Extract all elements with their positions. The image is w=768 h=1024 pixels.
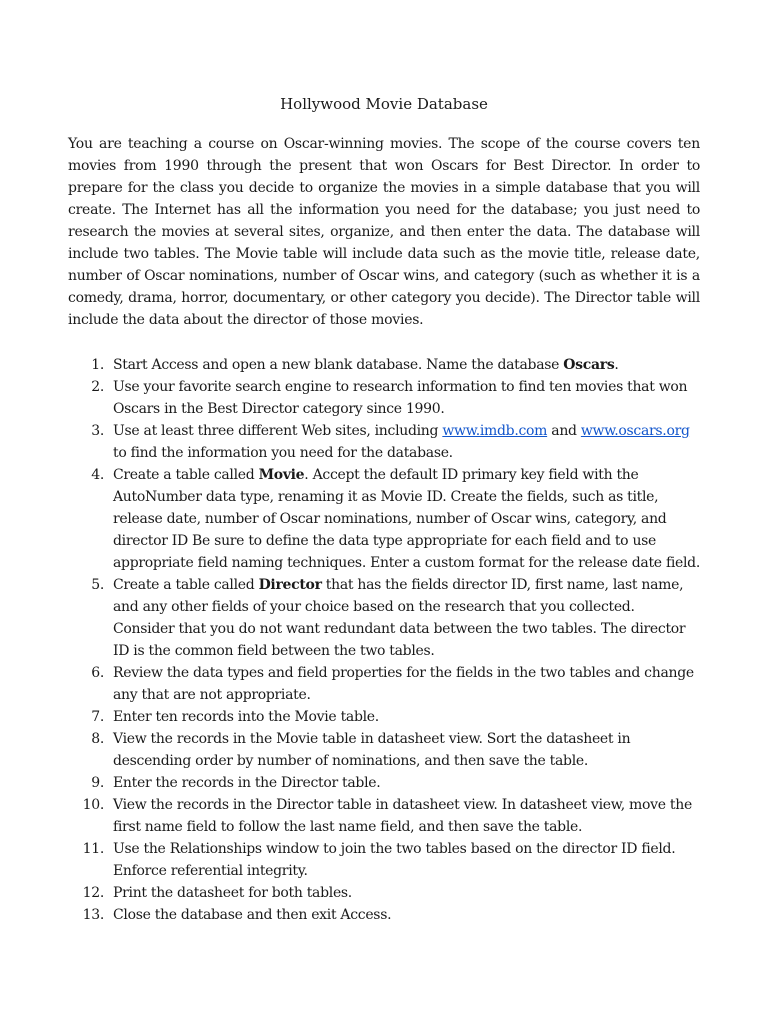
step-item bbox=[68, 728, 700, 772]
step-number: 13. bbox=[82, 907, 104, 923]
step-item bbox=[68, 574, 700, 662]
step-item bbox=[68, 376, 700, 420]
step-text: Use at least three different Web sites, including bbox=[113, 423, 443, 439]
step-text: Print the datasheet for both tables. bbox=[113, 885, 352, 901]
step-text: Enter the records in the Director table. bbox=[113, 775, 381, 791]
step-text: Review the data types and field properties for the fields in the two tables and change any that are not appropriate. bbox=[113, 665, 694, 703]
step-item bbox=[68, 794, 700, 838]
table-name-movie: Movie bbox=[258, 467, 305, 483]
step-text-end: to find the information you need for the database. bbox=[113, 445, 453, 461]
step-number: 7. bbox=[91, 709, 104, 725]
step-text: Use the Relationships window to join the two tables based on the director ID field. Enforce referential integrity. bbox=[113, 841, 676, 879]
step-item bbox=[68, 420, 700, 464]
table-name-director: Director bbox=[258, 577, 322, 593]
step-text: View the records in the Director table in datasheet view. In datasheet view, move the first name field to follow the last name field, and then save the table. bbox=[113, 797, 692, 835]
step-item bbox=[68, 706, 700, 728]
step-number: 11. bbox=[82, 841, 104, 857]
step-text: Create a table called bbox=[113, 577, 259, 593]
step-number: 10. bbox=[82, 797, 104, 813]
step-text-end: that has the fields director ID, first name, last name, and any other fields of your choice based on the research that you collected. Consider that you do not want redundant data between the two tables. The director ID is the common field between the two tables. bbox=[113, 577, 686, 659]
step-number: 6. bbox=[91, 665, 104, 681]
step-text: Close the database and then exit Access. bbox=[113, 907, 392, 923]
step-number: 8. bbox=[91, 731, 104, 747]
step-item bbox=[68, 838, 700, 882]
step-number: 4. bbox=[91, 467, 104, 483]
step-text: Enter ten records into the Movie table. bbox=[113, 709, 379, 725]
step-text-end: . Accept the default ID primary key field with the AutoNumber data type, renaming it as Movie ID. Create the fields, such as title, release date, number of Oscar nominations, number of Oscar wins, category, and director ID Be sure to define the data type appropriate for each field and to use appropriate field naming techniques. Enter a custom format for the release date field. bbox=[113, 467, 700, 571]
step-text: Use your favorite search engine to research information to find ten movies that won Oscars in the Best Director category since 1990. bbox=[113, 379, 688, 417]
step-item bbox=[68, 904, 700, 926]
step-item bbox=[68, 354, 700, 376]
step-text: Start Access and open a new blank database. Name the database bbox=[113, 357, 564, 373]
step-number: 2. bbox=[91, 379, 104, 395]
document-title: Hollywood Movie Database bbox=[280, 95, 488, 113]
step-text: Create a table called bbox=[113, 467, 259, 483]
step-item bbox=[68, 464, 700, 574]
step-text: View the records in the Movie table in datasheet view. Sort the datasheet in descending order by number of nominations, and then save the table. bbox=[113, 731, 631, 769]
step-text-end: . bbox=[614, 357, 619, 373]
step-number: 9. bbox=[91, 775, 104, 791]
imdb-link[interactable]: www.imdb.com bbox=[442, 423, 548, 439]
step-number: 5. bbox=[91, 577, 104, 593]
intro-paragraph: You are teaching a course on Oscar-winning movies. The scope of the course covers ten movies from 1990 through the present that won Oscars for Best Director. In order to prepare for the class you decide to organize the movies in a simple database that you will create. The Internet has all the information you need for the database; you just need to research the movies at several sites, organize, and then enter the data. The database will include two tables. The Movie table will include data such as the movie title, release date, number of Oscar nominations, number of Oscar wins, and category (such as whether it is a comedy, drama, horror, documentary, or other category you decide). The Director table will include the data about the director of those movies. bbox=[68, 136, 700, 328]
step-number: 1. bbox=[91, 357, 104, 373]
steps-list bbox=[68, 354, 700, 926]
step-text-mid: and bbox=[547, 423, 581, 439]
oscars-link[interactable]: www.oscars.org bbox=[580, 423, 690, 439]
database-name: Oscars bbox=[563, 357, 615, 373]
step-item bbox=[68, 882, 700, 904]
step-item bbox=[68, 772, 700, 794]
step-number: 3. bbox=[91, 423, 104, 439]
step-item bbox=[68, 662, 700, 706]
step-number: 12. bbox=[82, 885, 104, 901]
